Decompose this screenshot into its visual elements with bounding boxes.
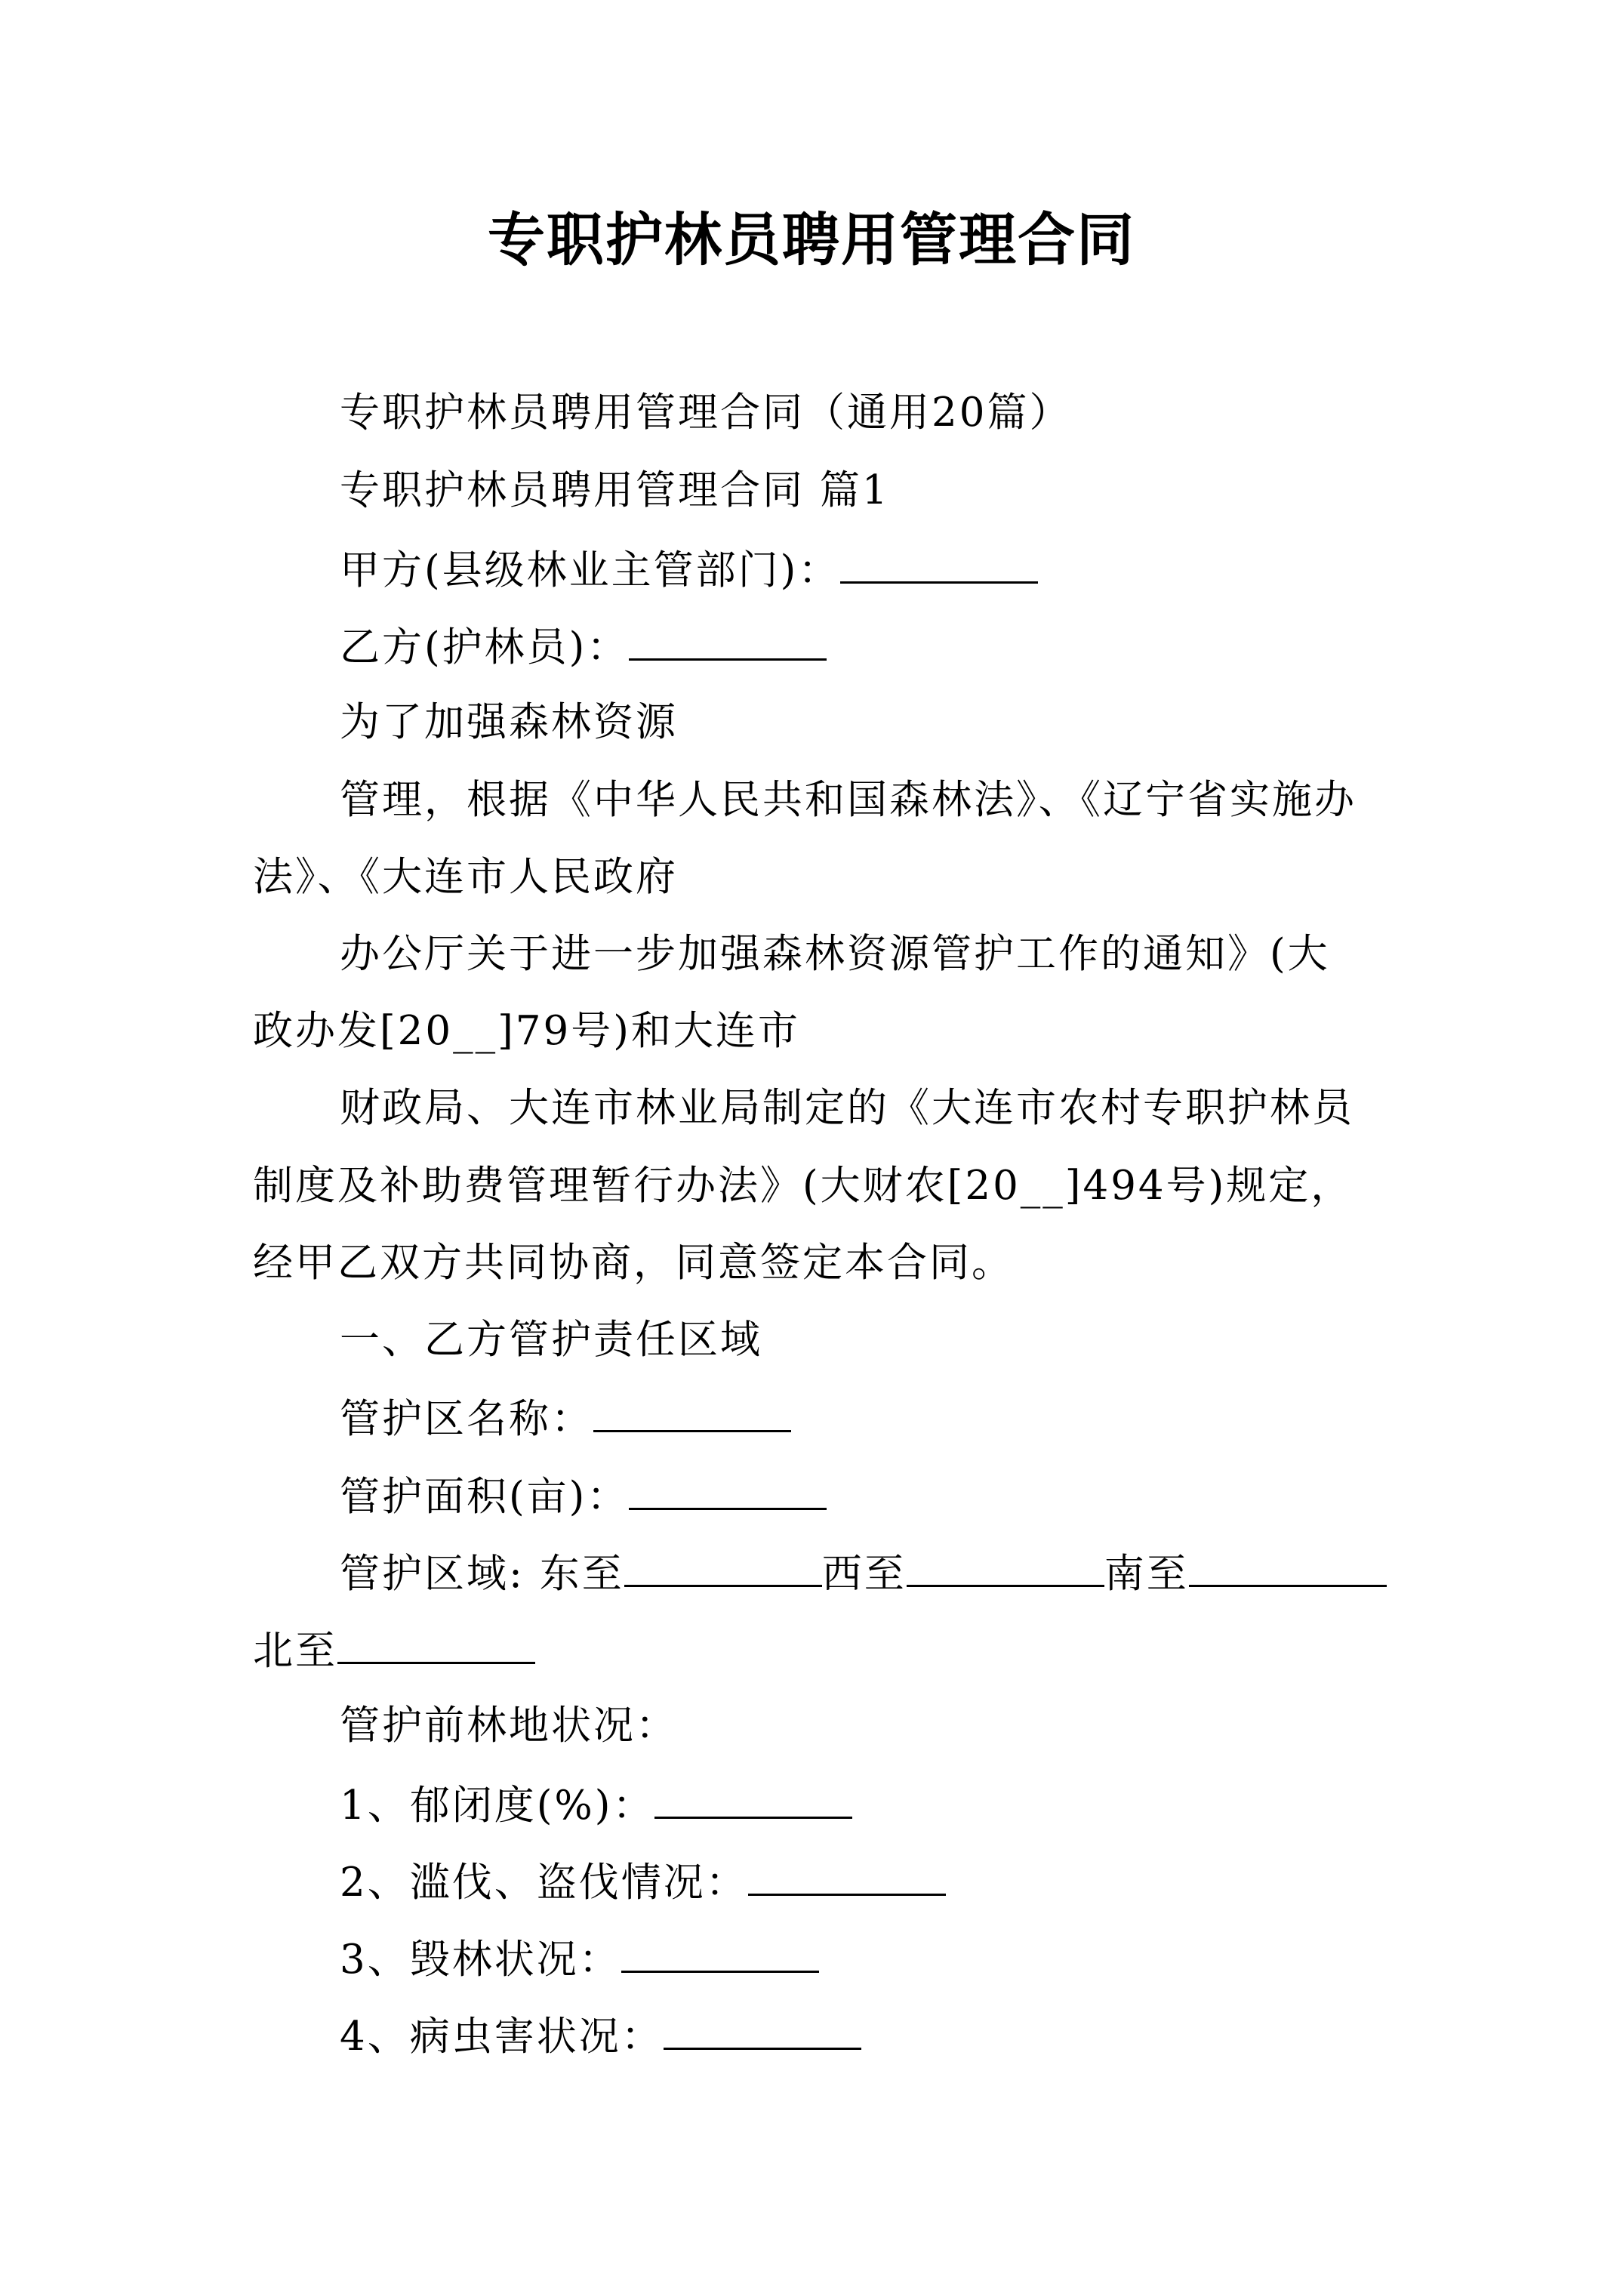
area-bounds-label: 管护区域: bbox=[340, 1551, 525, 1597]
paragraph-3-line-1: 办公厅关于进一步加强森林资源管护工作的通知》(大 bbox=[340, 931, 1330, 977]
paragraph-2-line-1: 管理，根据《中华人民共和国森林法》、《辽宁省实施办 bbox=[340, 777, 1357, 823]
item-2-line bbox=[340, 1854, 946, 1909]
item-3-blank[interactable] bbox=[621, 1931, 819, 1973]
paragraph-4-line-1: 财政局、大连市林业局制定的《大连市农村专职护林员 bbox=[340, 1085, 1354, 1131]
item-3-line bbox=[340, 1931, 819, 1986]
north-blank[interactable] bbox=[337, 1623, 535, 1664]
item-1-label: 1、郁闭度(%)： bbox=[340, 1783, 655, 1829]
party-a-label: 甲方(县级林业主管部门)： bbox=[340, 547, 841, 593]
area-name-line bbox=[340, 1391, 791, 1446]
item-4-label: 4、病虫害状况： bbox=[340, 2014, 664, 2060]
area-size-label: 管护面积(亩)： bbox=[340, 1474, 630, 1520]
paragraph-4-line-2: 制度及补助费管理暂行办法》(大财农[20__]494号)规定， bbox=[253, 1163, 1354, 1209]
south-blank[interactable] bbox=[1189, 1546, 1387, 1587]
party-b-line bbox=[340, 619, 827, 674]
area-size-line bbox=[340, 1469, 827, 1524]
area-name-blank[interactable] bbox=[593, 1391, 791, 1432]
party-a-blank[interactable] bbox=[840, 542, 1038, 584]
section-1-heading: 一、乙方管护责任区域 bbox=[340, 1317, 762, 1363]
paragraph-4-line-3: 经甲乙双方共同协商，同意签定本合同。 bbox=[253, 1240, 1014, 1286]
area-bounds-line bbox=[340, 1546, 1387, 1601]
party-a-line bbox=[340, 542, 1038, 597]
item-3-label: 3、毁林状况： bbox=[340, 1937, 621, 1983]
item-2-label: 2、滥伐、盗伐情况： bbox=[340, 1860, 748, 1906]
east-label: 东至 bbox=[539, 1551, 624, 1597]
west-label: 西至 bbox=[821, 1551, 907, 1597]
item-1-blank[interactable] bbox=[654, 1777, 852, 1819]
document-title: 专职护林员聘用管理合同 bbox=[488, 206, 1135, 273]
document-subtitle: 专职护林员聘用管理合同（通用20篇） bbox=[340, 390, 1072, 436]
west-blank[interactable] bbox=[907, 1546, 1104, 1587]
paragraph-2-line-2: 法》、《大连市人民政府 bbox=[253, 854, 678, 900]
area-size-blank[interactable] bbox=[629, 1469, 827, 1510]
item-2-blank[interactable] bbox=[748, 1854, 946, 1896]
north-label: 北至 bbox=[253, 1628, 337, 1674]
item-1-line bbox=[340, 1777, 852, 1832]
party-b-label: 乙方(护林员)： bbox=[340, 624, 630, 670]
article-heading: 专职护林员聘用管理合同 篇1 bbox=[340, 467, 890, 513]
paragraph-1-line-1: 为了加强森林资源 bbox=[340, 699, 678, 745]
paragraph-3-line-2: 政办发[20__]79号)和大连市 bbox=[253, 1008, 800, 1054]
item-4-blank[interactable] bbox=[664, 2008, 861, 2050]
prior-status-heading: 管护前林地状况： bbox=[340, 1703, 678, 1749]
area-name-label: 管护区名称： bbox=[340, 1396, 593, 1442]
east-blank[interactable] bbox=[624, 1546, 822, 1587]
north-line bbox=[253, 1623, 535, 1678]
item-4-line bbox=[340, 2008, 861, 2063]
party-b-blank[interactable] bbox=[629, 619, 827, 661]
south-label: 南至 bbox=[1104, 1551, 1189, 1597]
